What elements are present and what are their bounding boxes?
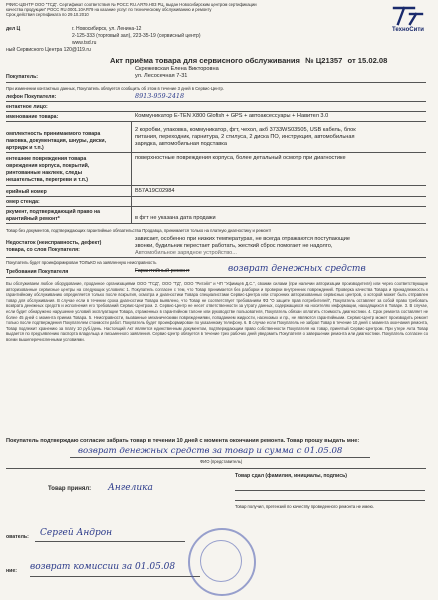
defect-line-2: звонки, будильник перестает работать, жесткий сброс помогает не надолго,: [135, 243, 333, 249]
defect-line-1: зависает, особенно при низких температурах, не всегда отражаются поступающие: [135, 236, 350, 242]
completeness-label-1: омплектность принимаемого товара: [6, 131, 101, 137]
service-terms: Вы обслуживаем любое оборудование, проданное организациями ООО "ТСД", ООО "ТД", ООО "Ритэйл" и ЧП "Уфимцев Д.С.", своими силами (при наличии авторизации производителя) или через соответствующие авторизованные сервисные центры на следующих условиях: 1. Покупатель согласен с тем, что Товар принимается без разборки и проверки внутренних повреждений. Проверка качества Товара и принадлежность к гарантийному обслуживанию определяется только после вскрытия, осмотра и диагностики Товара специалистами Сервис-Центра или сторонних авторизованных сервисных центров, о которой может быть отправлен товар для обслуживания. В случае если в течении срока диагностики Товара выявлено, что Товар не соответствует требованиям ФЗ "О защите прав потребителей", Покупатель оставляет за собой право требовать возврата денежных средств и исполнения его требований Сервис-Центром. 2. Сервис-Центр не несет ответственности за утрату данных, содержащихся на носителях информации, находящихся в Товаре. 3. В случае, если будет обнаружено нарушение условий эксплуатации Товара, отраженных в гарантийном талоне или руководстве пользователя, Покупатель обязан оплатить стоимость диагностики. 4. Срок ремонта составляет не более 45 дней с момента приема Товара. 5. Неисправности, вызванные механическими повреждениями, попаданием жидкости, насекомых и пр., не являются гарантийными. Сервис-Центр может производить ремонт только после подтверждения Покупателем стоимости работ. Покупатель будет проинформирован по указанному телефону. 6. В случае если Покупатель не забрал Товар в течение 10 дней с момента окончания ремонта, Товар подлежит хранению за плату 10 руб./день. Настоящий Акт является единственным документом, подтверждающим право собственности Покупателя на товар, принятый Сервис-Центром. При утере Акта Товар выдается по предъявлению паспорта владельца и письменного заявления. Сервис-Центр обязуется в течение трех рабочих дней уведомить Покупателя о завершении ремонта или диагностики. Покупатель согласен со всеми вышеперечисленными условиями.: [6, 281, 428, 342]
agreement-sign-label: ФИО (представитель): [200, 459, 243, 464]
customer-signature: Сергей Андрон: [40, 528, 113, 538]
service-email: ный Сервисного Центра 120@119.ru: [6, 47, 91, 53]
agreement-handwritten: возврат денежных средств за товар и сумма с 01.05.08: [78, 446, 343, 456]
act-number: № Ц21357: [305, 56, 343, 65]
technocity-logo: [388, 4, 428, 34]
act-title: Акт приёма товара для сервисного обслуживания: [110, 56, 300, 65]
customer-label: Покупатель:: [6, 74, 39, 80]
company-stamp: [188, 528, 256, 596]
completeness-line-3: зарядка, автомобильная подставка: [135, 141, 227, 147]
damage-label-1: ентешние повреждения товара: [6, 156, 87, 162]
defect-label-2: товара, со слов Покупателя:: [6, 247, 80, 253]
department: дел Ц: [6, 26, 21, 32]
accepted-label: Товар принял:: [48, 486, 92, 492]
requirement-handwritten: возврат денежных средств: [228, 264, 366, 274]
customer-name: Скрежевская Елена Викторовна: [135, 66, 219, 72]
serial-label: ерийный номер: [6, 189, 47, 195]
bottom-label: ние:: [6, 568, 17, 574]
store-site[interactable]: www.tsd.ru: [72, 40, 97, 46]
agreement-text: Покупатель подтверждаю согласие забрать товар в течении 10 дней с момента окончания ремонта. Товар прошу выдать мне:: [6, 438, 360, 444]
completeness-label-2: паковка, документация, шнуры, диски,: [6, 138, 107, 144]
requirement-label: Требования Покупателя: [6, 269, 69, 275]
completeness-label-3: артридж и т.п.): [6, 145, 44, 151]
act-date: 15.02.08: [357, 56, 388, 65]
contact-consent: При изменении контактных данных, Покупатель обязуется сообщить об этом в течение 3 дней в Сервис-Центр.: [6, 86, 224, 91]
warranty-disclaimer: Товар без документов, подтверждающих гарантийные обязательства Продавца, принимается только на платную диагностику и ремонт!: [6, 228, 272, 233]
contact-person-label: ентактное лицо:: [6, 104, 48, 110]
product-name: Коммуникатор E-TEN X800 Glofish + GPS + автоаксессуары + Навител 3.0: [135, 113, 329, 119]
brand-name: ТехноСити: [392, 27, 424, 33]
serial-number: B57A19C02984: [135, 188, 175, 194]
damage-value: поверхностные повреждения корпуса, более детальный осмотр при диагностике: [135, 155, 346, 161]
stand-label: омер стенда:: [6, 199, 40, 205]
bottom-handwritten: возврат комиссии за 01.05.08: [30, 562, 176, 572]
document-title: [110, 56, 387, 65]
store-address: г. Новосибирск, ул. Ленина-12: [72, 26, 142, 32]
customer-phone: 8913-959-2418: [135, 92, 185, 100]
certificate-line-3: Срок действия сертификата по 29.10.2010: [6, 12, 89, 17]
completeness-line-1: 2 коробки, упаковка, коммуникатор, фгт, чехол, акб 3733WS03505, USB кабель, блок: [135, 127, 356, 133]
certificate-line-2: качества продукции" РОСС RU.0001.10АЯ79 на казание услуг по техническому обслуживанию и ремонту: [6, 7, 212, 12]
customer-address: ул. Лесосечная 7-31: [135, 73, 188, 79]
warranty-doc-label-1: ркумент, подтверждающий право на: [6, 209, 101, 215]
completeness-line-2: питания, переходник, гарнитура, 2 стилуса, 2 диска ПО, инструкция, автомобильная: [135, 134, 355, 140]
store-phones: 2-125-333 (торговый зал), 223-35-19 (сервисный центр): [72, 33, 201, 39]
product-name-label: именование товара:: [6, 114, 59, 120]
requirement-printed: Гарантийный ремонт: [135, 268, 190, 274]
received-note: Товар получил, претензий по качеству проведенного ремонта не имею.: [235, 504, 374, 509]
requirement-note: Покупатель будет проинформирован ТОЛЬКО на заявленную неисправность: [6, 260, 157, 265]
warranty-doc-label-2: арантийный ремонт*: [6, 216, 60, 222]
damage-label-2: овреждения корпуса, покрытий,: [6, 163, 90, 169]
warranty-doc-value: в фгт не указана дата продажи: [135, 215, 216, 221]
customer-sign-label: ователь:: [6, 534, 29, 540]
defect-line-3: Автомобильное зарядное устройство...: [135, 250, 237, 256]
accepted-name: Ангелика: [108, 483, 153, 493]
damage-label-3: ринтованные наклеек, следы: [6, 170, 83, 176]
phone-label: лефон Покупателя:: [6, 94, 57, 100]
damage-label-4: нешательства, перегреви и т.п.): [6, 177, 89, 183]
certificate-line-1: РФИС-ЦЕНТР ООО "ТСД". Сертификат соответствия № РОСС RU.AЯ79.H03 РЦ, выдан Новосибирским центром сертификации: [6, 2, 257, 7]
date-prefix: от: [347, 56, 356, 65]
received-label: Товар сдал (фамилия, инициалы, подпись): [235, 473, 348, 479]
defect-label-1: Недостаток (неисправность, дефект): [6, 240, 102, 246]
